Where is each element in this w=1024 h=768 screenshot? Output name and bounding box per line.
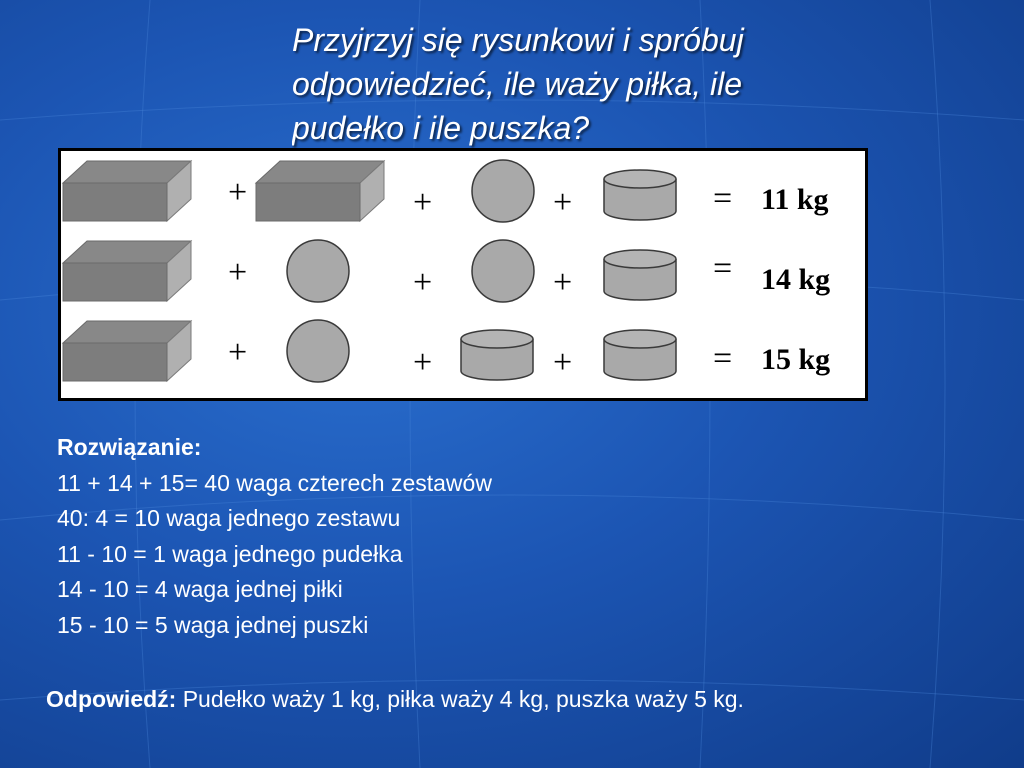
- title-line-2: odpowiedzieć, ile waży piłka, ile: [292, 66, 742, 102]
- can-icon: [604, 250, 676, 300]
- equals-sign: =: [713, 180, 733, 217]
- can-lid: [461, 330, 533, 348]
- weight-result: 15 kg: [761, 343, 831, 376]
- puzzle-row-1: [63, 160, 829, 222]
- puzzle-row-2: [63, 240, 830, 302]
- puzzle-row-3: [63, 320, 830, 382]
- solution-section: [57, 430, 492, 643]
- plus-sign: +: [553, 184, 573, 221]
- weight-result: 14 kg: [761, 263, 831, 296]
- can-lid: [604, 250, 676, 268]
- plus-sign: +: [553, 264, 573, 301]
- plus-sign: +: [413, 264, 433, 301]
- plus-sign: +: [228, 334, 248, 371]
- answer-section: [46, 682, 946, 717]
- plus-sign: +: [553, 344, 573, 381]
- box-front: [63, 183, 167, 221]
- equals-sign: =: [713, 250, 733, 287]
- solution-line-5: 15 - 10 = 5 waga jednej puszki: [57, 611, 369, 638]
- puzzle-drawing: [61, 151, 865, 398]
- can-icon: [461, 330, 533, 380]
- box-icon: [63, 321, 191, 381]
- can-lid: [604, 170, 676, 188]
- can-lid: [604, 330, 676, 348]
- box-front: [63, 263, 167, 301]
- plus-sign: +: [413, 184, 433, 221]
- box-front: [256, 183, 360, 221]
- plus-sign: +: [228, 174, 248, 211]
- puzzle-figure: [58, 148, 868, 401]
- box-icon: [256, 161, 384, 221]
- plus-sign: +: [413, 344, 433, 381]
- equals-sign: =: [713, 340, 733, 377]
- solution-line-3: 11 - 10 = 1 waga jednego pudełka: [57, 540, 403, 567]
- solution-line-2: 40: 4 = 10 waga jednego zestawu: [57, 505, 401, 531]
- ball-icon: [472, 240, 534, 302]
- page-title: [292, 18, 912, 148]
- ball-icon: [472, 160, 534, 222]
- title-line-1: Przyjrzyj się rysunkowi i spróbuj: [292, 22, 744, 58]
- can-icon: [604, 330, 676, 380]
- solution-heading: Rozwiązanie:: [57, 434, 202, 460]
- can-icon: [604, 170, 676, 220]
- box-icon: [63, 161, 191, 221]
- answer-text: Pudełko waży 1 kg, piłka waży 4 kg, puszka waży 5 kg.: [176, 686, 744, 712]
- title-line-3: pudełko i ile puszka?: [292, 110, 590, 146]
- ball-icon: [287, 320, 349, 382]
- plus-sign: +: [228, 254, 248, 291]
- box-icon: [63, 241, 191, 301]
- solution-line-1: 11 + 14 + 15= 40 waga czterech zestawów: [57, 469, 492, 496]
- weight-result: 11 kg: [761, 183, 829, 216]
- answer-label: Odpowiedź:: [46, 686, 177, 712]
- box-front: [63, 343, 167, 381]
- ball-icon: [287, 240, 349, 302]
- solution-line-4: 14 - 10 = 4 waga jednej piłki: [57, 576, 343, 602]
